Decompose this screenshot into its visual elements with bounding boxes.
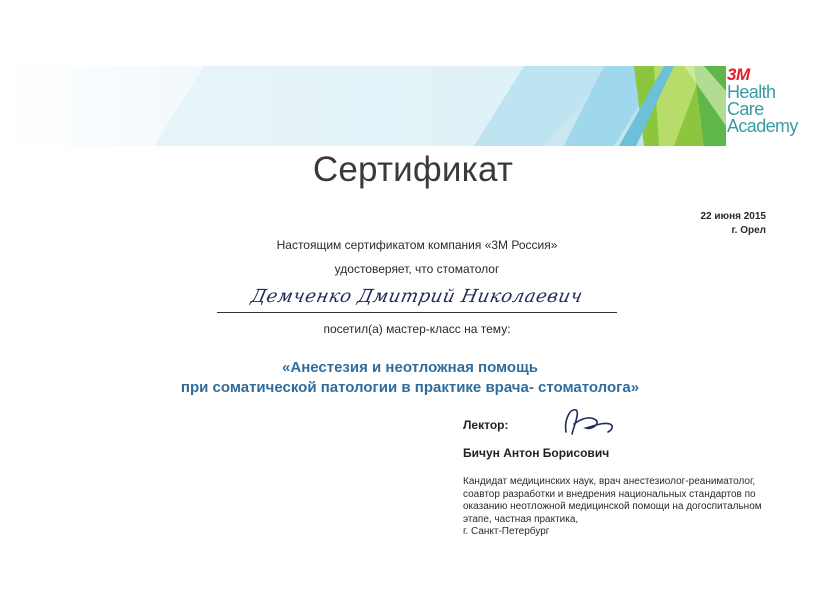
lector-bio xyxy=(463,476,793,539)
issue-date xyxy=(701,210,767,238)
lector-label: Лектор: xyxy=(463,418,509,432)
logo-line-1: Health xyxy=(727,82,776,102)
intro-line-2: удостоверяет, что стоматолог xyxy=(334,262,500,276)
logo-line-2: Care xyxy=(727,99,764,119)
name-underline xyxy=(217,312,617,313)
attended-text: посетил(а) мастер-класс на тему: xyxy=(323,322,511,336)
issue-date-city: г. Орел xyxy=(731,225,766,236)
logo-line-3: Academy xyxy=(727,116,798,136)
bio-line-3: оказанию неотложной медицинской помощи на догоспитальном xyxy=(463,501,762,512)
bio-line-2: соавтор разработки и внедрения национальных стандартов по xyxy=(463,488,756,500)
certificate-title: Сертификат xyxy=(312,150,514,189)
bio-line-1: Кандидат медицинских наук, врач анестезиолог-реаниматолог, xyxy=(463,476,756,487)
company-logo xyxy=(727,66,822,135)
bio-line-5: г. Санкт-Петербург xyxy=(463,526,550,537)
topic-line-1: «Анестезия и неотложная помощь xyxy=(282,359,538,376)
bio-line-4: этапе, частная практика, xyxy=(463,513,579,525)
lector-signature xyxy=(556,402,620,442)
logo-3m-mark: 3M xyxy=(727,65,750,84)
recipient-name: Демченко Дмитрий Николаевич xyxy=(249,286,585,307)
header-banner xyxy=(4,66,726,146)
intro-line-1: Настоящим сертификатом компания «3М Россия» xyxy=(276,238,558,252)
issue-date-day: 22 июня 2015 xyxy=(700,211,766,222)
topic-line-2: при соматической патологии в практике врача- стоматолога» xyxy=(180,379,640,396)
lector-name: Бичун Антон Борисович xyxy=(463,446,610,460)
